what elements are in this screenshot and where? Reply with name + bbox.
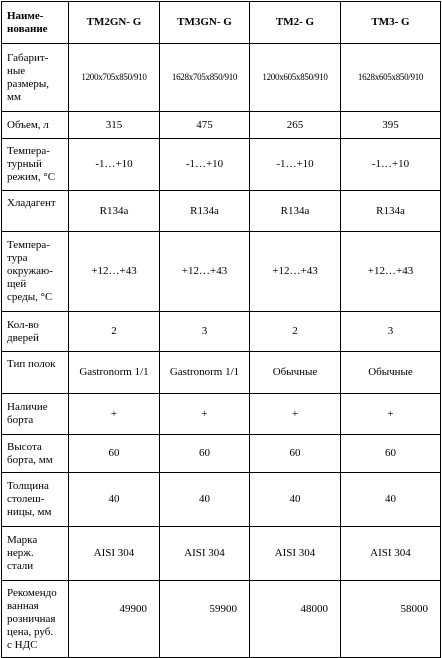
table-cell: AISI 304: [69, 527, 160, 581]
table-cell: +: [341, 394, 441, 435]
table-row-dimensions: [2, 44, 441, 112]
table-row-refrigerant: [2, 191, 441, 232]
header-label-cell: Наиме- нование: [2, 2, 69, 44]
table-row-doors: [2, 312, 441, 352]
row-label: Темпера- тура окружаю- щей среды, °С: [2, 232, 69, 312]
table-cell: 40: [250, 473, 341, 527]
table-cell: -1…+10: [250, 139, 341, 191]
table-cell: R134a: [250, 191, 341, 232]
row-label: Объем, л: [2, 112, 69, 139]
table-row-volume: [2, 112, 441, 139]
table-row-rim-height: [2, 435, 441, 473]
header-model-tm3gn-g: TM3GN- G: [160, 2, 250, 44]
table-row-retail-price: [2, 581, 441, 658]
row-label: Габарит- ные размеры, мм: [2, 44, 69, 112]
table-cell: Gastronorm 1/1: [69, 352, 160, 394]
table-cell: +: [69, 394, 160, 435]
table-cell: Gastronorm 1/1: [160, 352, 250, 394]
row-label: Высота борта, мм: [2, 435, 69, 473]
table-cell: AISI 304: [250, 527, 341, 581]
table-cell: AISI 304: [160, 527, 250, 581]
row-label: Толщина столеш- ницы, мм: [2, 473, 69, 527]
table-row-temperature-mode: [2, 139, 441, 191]
price-cell: 48000: [250, 581, 341, 658]
table-cell: 1628x705x850/910: [160, 44, 250, 112]
table-cell: -1…+10: [160, 139, 250, 191]
table-cell: 40: [341, 473, 441, 527]
table-cell: 315: [69, 112, 160, 139]
table-cell: R134a: [69, 191, 160, 232]
table-cell: Обычные: [341, 352, 441, 394]
table-cell: 40: [160, 473, 250, 527]
table-cell: -1…+10: [69, 139, 160, 191]
table-cell: 2: [250, 312, 341, 352]
table-cell: 60: [250, 435, 341, 473]
table-cell: Обычные: [250, 352, 341, 394]
table-cell: +12…+43: [250, 232, 341, 312]
table-row-ambient-temperature: [2, 232, 441, 312]
table-row-shelf-type: [2, 352, 441, 394]
table-cell: 60: [69, 435, 160, 473]
table-row-steel-grade: [2, 527, 441, 581]
table-cell: +12…+43: [160, 232, 250, 312]
table-cell: +12…+43: [69, 232, 160, 312]
header-model-tm2gn-g: TM2GN- G: [69, 2, 160, 44]
table-cell: 2: [69, 312, 160, 352]
price-cell: 49900: [69, 581, 160, 658]
table-cell: R134a: [341, 191, 441, 232]
header-model-tm3-g: TM3- G: [341, 2, 441, 44]
table-cell: AISI 304: [341, 527, 441, 581]
table-cell: +: [250, 394, 341, 435]
specifications-table: [1, 1, 441, 658]
row-label: Темпера- турный режим, °С: [2, 139, 69, 191]
table-cell: 1628x605x850/910: [341, 44, 441, 112]
table-cell: 1200x605x850/910: [250, 44, 341, 112]
table-cell: 395: [341, 112, 441, 139]
table-cell: +12…+43: [341, 232, 441, 312]
table-row-rim-presence: [2, 394, 441, 435]
table-cell: +: [160, 394, 250, 435]
table-row-countertop-thickness: [2, 473, 441, 527]
table-header-row: [2, 2, 441, 44]
row-label: Кол-во дверей: [2, 312, 69, 352]
table-cell: 265: [250, 112, 341, 139]
table-cell: 1200x705x850/910: [69, 44, 160, 112]
table-cell: 60: [160, 435, 250, 473]
table-cell: 3: [341, 312, 441, 352]
row-label: Тип полок: [2, 352, 69, 394]
table-cell: 40: [69, 473, 160, 527]
table-cell: -1…+10: [341, 139, 441, 191]
price-cell: 59900: [160, 581, 250, 658]
row-label: Хладагент: [2, 191, 69, 232]
table-cell: R134a: [160, 191, 250, 232]
table-cell: 60: [341, 435, 441, 473]
price-cell: 58000: [341, 581, 441, 658]
table-cell: 475: [160, 112, 250, 139]
row-label: Марка нерж. стали: [2, 527, 69, 581]
row-label: Рекомендо ванная розничная цена, руб. с НДС: [2, 581, 69, 658]
table-cell: 3: [160, 312, 250, 352]
header-model-tm2-g: TM2- G: [250, 2, 341, 44]
row-label: Наличие борта: [2, 394, 69, 435]
